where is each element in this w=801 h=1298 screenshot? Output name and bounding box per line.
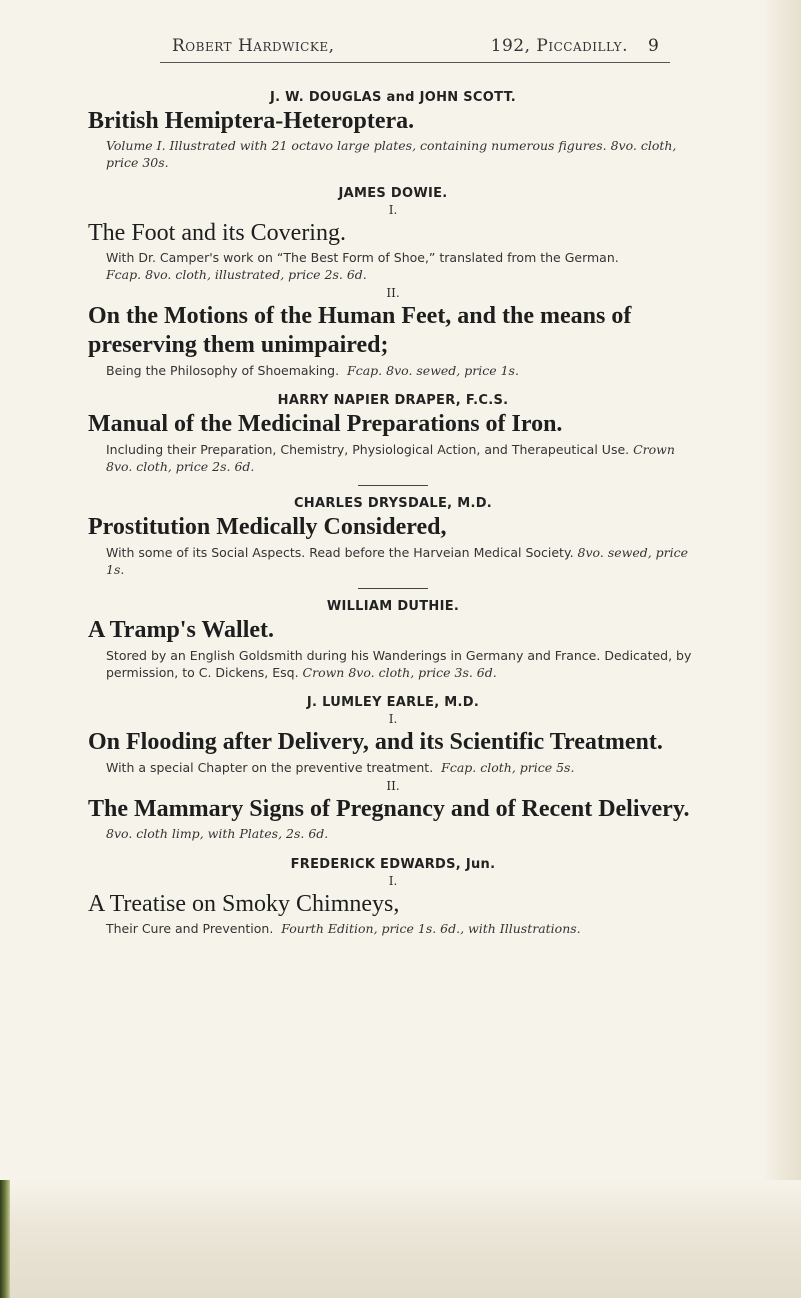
book-description-italic: Crown 8vo. cloth, price 2s. 6d. (106, 441, 675, 474)
item-numeral: I. (388, 873, 398, 888)
book-description-italic: 8vo. sewed, price 1s. (106, 544, 689, 577)
author-heading: J. LUMLEY EARLE, M.D. (306, 695, 480, 711)
book-title: Prostitution Medically Considered, (88, 514, 447, 541)
book-description-italic: Volume I. Illustrated with 21 octavo large plates, containing numerous figures. 8vo. cloth, price 30s. (106, 138, 677, 171)
book-description-text: With a special Chapter on the preventive treatment. (106, 759, 434, 775)
book-title: Manual of the Medicinal Preparations of Iron. (88, 411, 563, 438)
book-description (106, 921, 698, 938)
book-description (106, 138, 698, 172)
book-description-italic: Fourth Edition, price 1s. 6d., with Illustrations. (281, 921, 581, 937)
author-heading: FREDERICK EDWARDS, Jun. (290, 856, 496, 872)
catalogue-content (88, 90, 698, 938)
book-description-text: With some of its Social Aspects. Read before the Harveian Medical Society. (106, 544, 574, 560)
page-number: 9 (648, 36, 659, 56)
section-rule (358, 588, 428, 589)
section-rule (358, 485, 428, 486)
running-head (172, 36, 628, 56)
page-edge (763, 0, 801, 1298)
author-heading: WILLIAM DUTHIE. (326, 599, 460, 615)
binding-strip (0, 1180, 10, 1298)
book-description-italic: Crown 8vo. cloth, price 3s. 6d. (302, 664, 497, 680)
book-description (106, 250, 698, 284)
head-rule (160, 62, 670, 63)
running-head-publisher: Robert Hardwicke, (172, 36, 335, 56)
author-heading: HARRY NAPIER DRAPER, F.C.S. (277, 393, 509, 409)
book-title: On Flooding after Delivery, and its Scientific Treatment. (88, 729, 663, 756)
author-heading: CHARLES DRYSDALE, M.D. (293, 496, 493, 512)
book-title: A Tramp's Wallet. (88, 617, 275, 644)
item-numeral: II. (386, 778, 400, 793)
book-description (106, 826, 698, 843)
book-description-text: Being the Philosophy of Shoemaking. (106, 362, 340, 378)
book-title: British Hemiptera-Heteroptera. (88, 108, 415, 134)
book-description (106, 363, 698, 380)
book-description (106, 442, 698, 476)
running-head-address: 192, Piccadilly. (490, 36, 628, 56)
book-description (106, 648, 698, 682)
author-heading: J. W. DOUGLAS and JOHN SCOTT. (269, 90, 517, 105)
book-description (106, 760, 698, 777)
book-description-italic: 8vo. cloth limp, with Plates, 2s. 6d. (106, 825, 329, 841)
book-description-text: With Dr. Camper's work on “The Best Form of Shoe,” translated from the German. (106, 250, 619, 266)
book-title: A Treatise on Smoky Chimneys, (88, 890, 400, 917)
book-description-text: Including their Preparation, Chemistry, Physiological Action, and Therapeutical Use. (106, 441, 630, 457)
book-title: On the Motions of the Human Feet, and the means of preserving them unimpaired; (88, 303, 632, 359)
book-description-italic: Fcap. cloth, price 5s. (441, 759, 575, 775)
author-heading: JAMES DOWIE. (338, 186, 448, 202)
book-description-italic: Fcap. 8vo. cloth, illustrated, price 2s. 6d. (106, 267, 367, 283)
item-numeral: I. (388, 203, 398, 218)
book-title: The Mammary Signs of Pregnancy and of Recent Delivery. (88, 795, 690, 822)
item-numeral: I. (388, 712, 398, 727)
book-description (106, 545, 698, 579)
book-title: The Foot and its Covering. (88, 220, 346, 247)
page-bottom-shadow (0, 1180, 801, 1298)
book-description-italic: Fcap. 8vo. sewed, price 1s. (347, 362, 519, 378)
item-numeral: II. (386, 286, 400, 301)
book-description-text: Their Cure and Prevention. (106, 921, 274, 937)
book-description-text: Stored by an English Goldsmith during his Wanderings in Germany and France. Dedicated, by permission, to C. Dickens, Esq. (106, 647, 692, 680)
